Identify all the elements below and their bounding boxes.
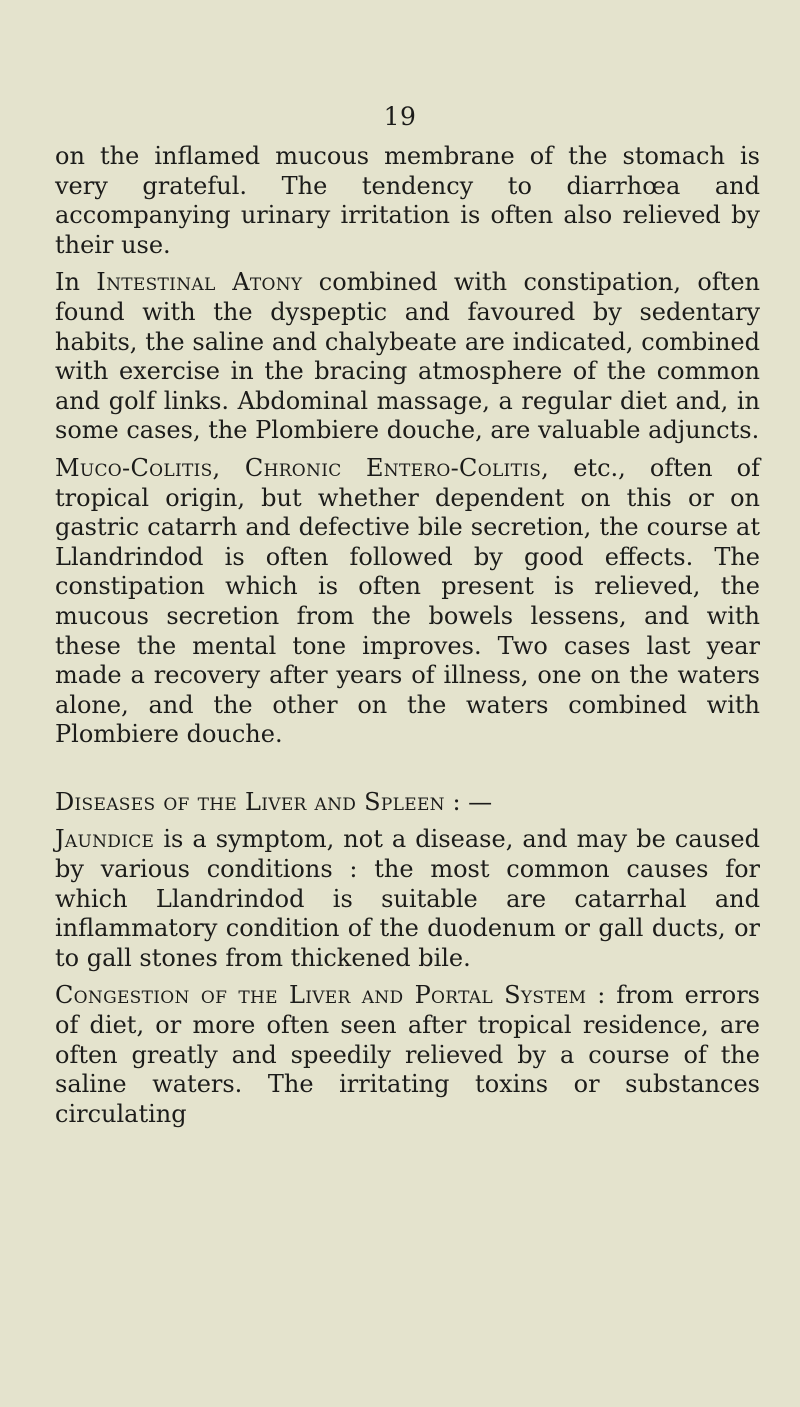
paragraph-congestion-text: : from errors of diet, or more often seen after tropical residence, are often greatly and speedily relieved by a course of the saline waters. The irritating toxins or substances circulating	[55, 981, 761, 1128]
paragraph-intestinal-atony	[55, 268, 760, 446]
heading-muco-colitis: Muco-Colitis, Chronic Entero-Colitis,	[55, 453, 550, 482]
paragraph-jaundice	[55, 825, 760, 973]
paragraph-muco-colitis-text: etc., often of tropical origin, but whether dependent on this or on gastric catarrh and defective bile secretion, the course at Llandrindod is often followed by good effects. The constipation which is often present is relieved, the mucous secretion from the bowels lessens, and with these the mental tone improves. Two cases last year made a recovery after years of illness, one on the waters alone, and the other on the waters combined with Plombiere douche.	[55, 453, 760, 749]
page-number: 19	[383, 102, 417, 131]
section-heading-text: Diseases of the Liver and Spleen	[55, 787, 445, 816]
paragraph-jaundice-text: is a symptom, not a disease, and may be caused by various conditions : the most common causes for which Llandrindod is suitable are catarrhal and inflammatory condition of the duodenum or gall ducts, or to gall stones from thickened bile.	[55, 825, 760, 972]
heading-intestinal-atony: Intestinal Atony	[96, 268, 303, 297]
body-text	[55, 142, 760, 1129]
heading-congestion: Congestion of the Liver and Portal System	[55, 981, 587, 1010]
heading-jaundice: Jaundice	[55, 825, 155, 854]
section-heading-liver-spleen	[55, 788, 760, 818]
paragraph-lead-word: In	[55, 268, 80, 297]
paragraph-stomach	[55, 142, 760, 260]
paragraph-intestinal-atony-text: combined with constipation, often found with the dyspeptic and favoured by sedentary habits, the saline and chalybeate are indicated, combined with exercise in the bracing atmosphere of the common and golf links. Abdominal massage, a regular diet and, in some cases, the Plombiere douche, are valuable adjuncts.	[55, 268, 760, 445]
paragraph-muco-colitis	[55, 454, 760, 750]
paragraph-congestion	[55, 981, 760, 1129]
section-heading-suffix: : —	[444, 787, 493, 816]
paragraph-stomach-text: on the inflamed mucous membrane of the stomach is very grateful. The tendency to diarrhœa and accompanying urinary irritation is often also relieved by their use.	[55, 142, 760, 259]
